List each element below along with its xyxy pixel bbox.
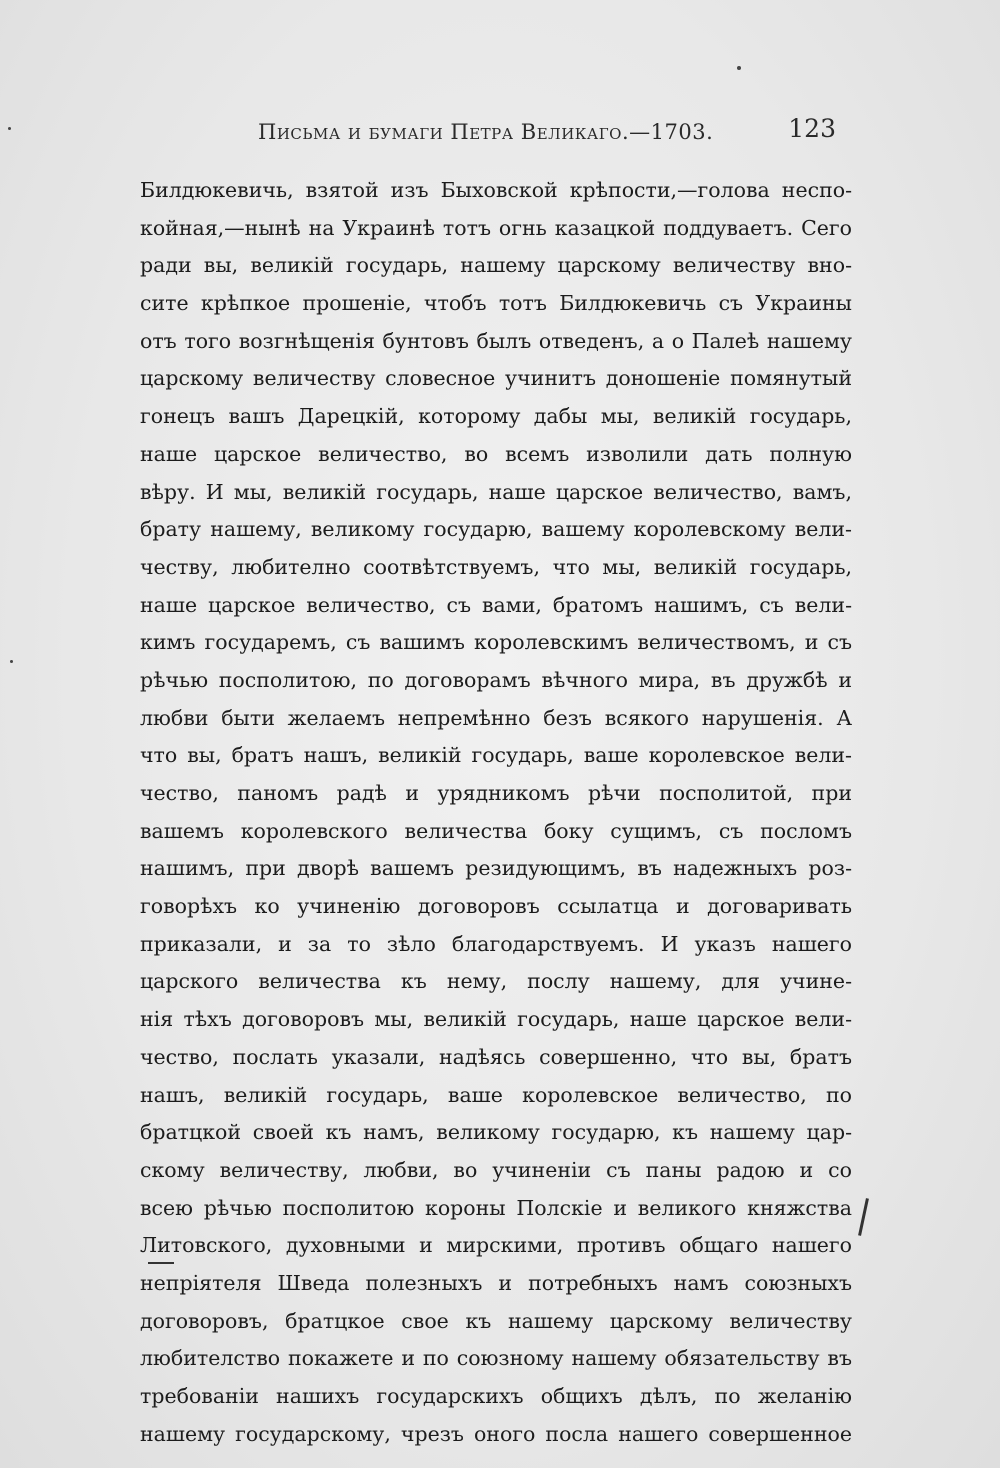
underline-pencil-mark	[148, 1262, 174, 1264]
text-line: честву, любително соотвѣтствуемъ, что мы, великій государь,	[140, 554, 852, 579]
text-line: гонецъ вашъ Дарецкій, которому дабы мы, великій государь,	[140, 404, 852, 429]
text-line: царскому величеству словесное учинитъ доношеніе помянутый	[140, 366, 852, 391]
text-line: наше царское величество, съ вами, братомъ нашимъ, съ вели-	[140, 592, 852, 617]
text-line: нія тѣхъ договоровъ мы, великій государь, наше царское вели-	[140, 1007, 852, 1032]
text-line: приказали, и за то зѣло благодарствуемъ. И указъ нашего	[140, 931, 852, 956]
text-line: нашъ, великій государь, ваше королевское величество, по	[140, 1082, 852, 1107]
text-line: скому величеству, любви, во учиненіи съ паны радою и со	[140, 1157, 852, 1182]
ink-speck	[8, 127, 11, 130]
text-line: всею рѣчью посполитою короны Полскіе и великого княжства	[140, 1195, 852, 1220]
text-line: царского величества къ нему, послу нашему, для учине-	[140, 969, 852, 994]
text-line: вашемъ королевского величества боку сущимъ, съ посломъ	[140, 818, 852, 843]
text-line: брату нашему, великому государю, вашему королевскому вели-	[140, 517, 852, 542]
text-line: ради вы, великій государь, нашему царскому величеству вно-	[140, 253, 852, 278]
text-line: Билдюкевичь, взятой изъ Быховской крѣпости,—голова неспо-	[140, 178, 852, 202]
text-line: отъ того возгнѣщенія бунтовъ былъ отведенъ, а о Палеѣ нашему	[140, 328, 852, 353]
text-line: договоровъ, братцкое свое къ нашему царскому величеству	[140, 1308, 852, 1333]
text-line: говорѣхъ ко учиненію договоровъ ссылатца и договаривать	[140, 894, 852, 919]
text-line: койная,—нынѣ на Украинѣ тотъ огнь казацкой поддуваетъ. Сего	[140, 215, 852, 240]
running-title: Письма и бумаги Петра Великаго.—1703.	[258, 120, 714, 144]
text-line: нашимъ, при дворѣ вашемъ резидующимъ, въ надежныхъ роз-	[140, 856, 852, 881]
page-number: 123	[788, 114, 836, 143]
text-line: братцкой своей къ намъ, великому государю, къ нашему цар-	[140, 1120, 852, 1145]
text-line: чество, паномъ радѣ и урядникомъ рѣчи посполитой, при	[140, 781, 852, 805]
ink-speck	[737, 66, 741, 70]
margin-pencil-mark	[858, 1198, 869, 1236]
text-line: любви быти желаемъ непремѣнно безъ всякого нарушенія. А	[140, 705, 852, 730]
text-line: непріятеля Шведа полезныхъ и потребныхъ намъ союзныхъ	[140, 1270, 852, 1295]
text-line: вѣру. И мы, великій государь, наше царское величество, вамъ,	[140, 479, 852, 504]
text-line: любителство покажете и по союзному нашему обязательству въ	[140, 1346, 852, 1371]
body-text	[140, 172, 852, 1453]
text-line: Литовского, духовными и мирскими, противъ общаго нашего	[140, 1233, 852, 1258]
text-line: рѣчью посполитою, по договорамъ вѣчного мира, въ дружбѣ и	[140, 667, 852, 692]
ink-speck	[10, 660, 13, 663]
text-line: что вы, братъ нашъ, великій государь, ваше королевское вели-	[140, 743, 852, 768]
text-line: требованіи нашихъ государскихъ общихъ дѣлъ, по желанію	[140, 1384, 852, 1408]
text-line: наше царское величество, во всемъ изволили дать полную	[140, 441, 852, 466]
text-line: кимъ государемъ, съ вашимъ королевскимъ величествомъ, и съ	[140, 630, 852, 655]
page-header	[148, 112, 848, 152]
text-line: сите крѣпкое прошеніе, чтобъ тотъ Билдюкевичь съ Украины	[140, 291, 852, 316]
text-line: чество, послать указали, надѣясь совершенно, что вы, братъ	[140, 1044, 852, 1069]
text-line: нашему государскому, чрезъ оного посла нашего совершенное	[140, 1421, 852, 1446]
